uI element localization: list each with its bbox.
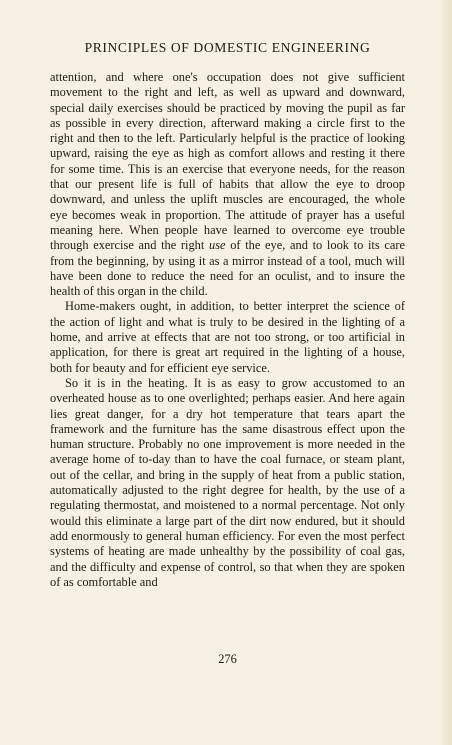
- running-head: PRINCIPLES OF DOMESTIC ENGINEERING: [84, 40, 371, 55]
- page-gutter-shadow: [442, 0, 452, 745]
- emphasized-word: use: [209, 238, 226, 253]
- paragraph-text: attention, and where one's occupation does not give sufficient movement to the right and left, as well as upward and downward, special daily exercises should be practiced by moving the pupil as far as possible in every direction, afterward making a circle first to the right and then to the left. Particularly helpful is the practice of looking upward, raising the eye as high as comfort allows and resting it there for some time. This is an exercise that everyone needs, for the reason that our present life is full of habits that allow the eye to droop downward, and unless the uplift muscles are encouraged, the whole eye becomes weak in proportion. The attitude of prayer has a useful meaning here. When people have learned to overcome eye trouble through exercise and the right: [50, 70, 405, 253]
- page-number: 276: [218, 652, 237, 666]
- paragraph-heating: So it is in the heating. It is as easy to grow accustomed to an overheated house as to one overlighted; perhaps easier. And here again lies great danger, for a dry hot temperature that tears apart the framework and the furniture has the same disastrous effect upon the human structure. Probably no one improvement is more needed in the average home of to-day than to have the coal furnace, or steam plant, out of the cellar, and bring in the supply of heat from a public station, automatically adjusted to the right degree for health, by the use of a regulating thermostat, and moistened to a normal percentage. Not only would this eliminate a large part of the dirt now endured, but it should add enormously to general human efficiency. For even the most perfect systems of heating are made unhealthy by the possibility of coal gas, and the difficulty and expense of control, so that when they are spoken of as comfortable and: [50, 375, 405, 589]
- body-text: [50, 70, 405, 590]
- paragraph-text: of the eye, and to look to its care from the beginning, by using it as a mirror instead of a tool, much will have been done to reduce the need for an oculist, and to insure the health of this organ in the child.: [50, 238, 405, 299]
- paragraph-eye-exercise: [50, 70, 405, 299]
- paragraph-lighting: Home-makers ought, in addition, to better interpret the science of the action of light and what is truly to be desired in the lighting of a home, and arrive at effects that are not too strong, or too artificial in application, for there is great art required in the lighting of a house, both for beauty and for efficient eye service.: [50, 299, 405, 375]
